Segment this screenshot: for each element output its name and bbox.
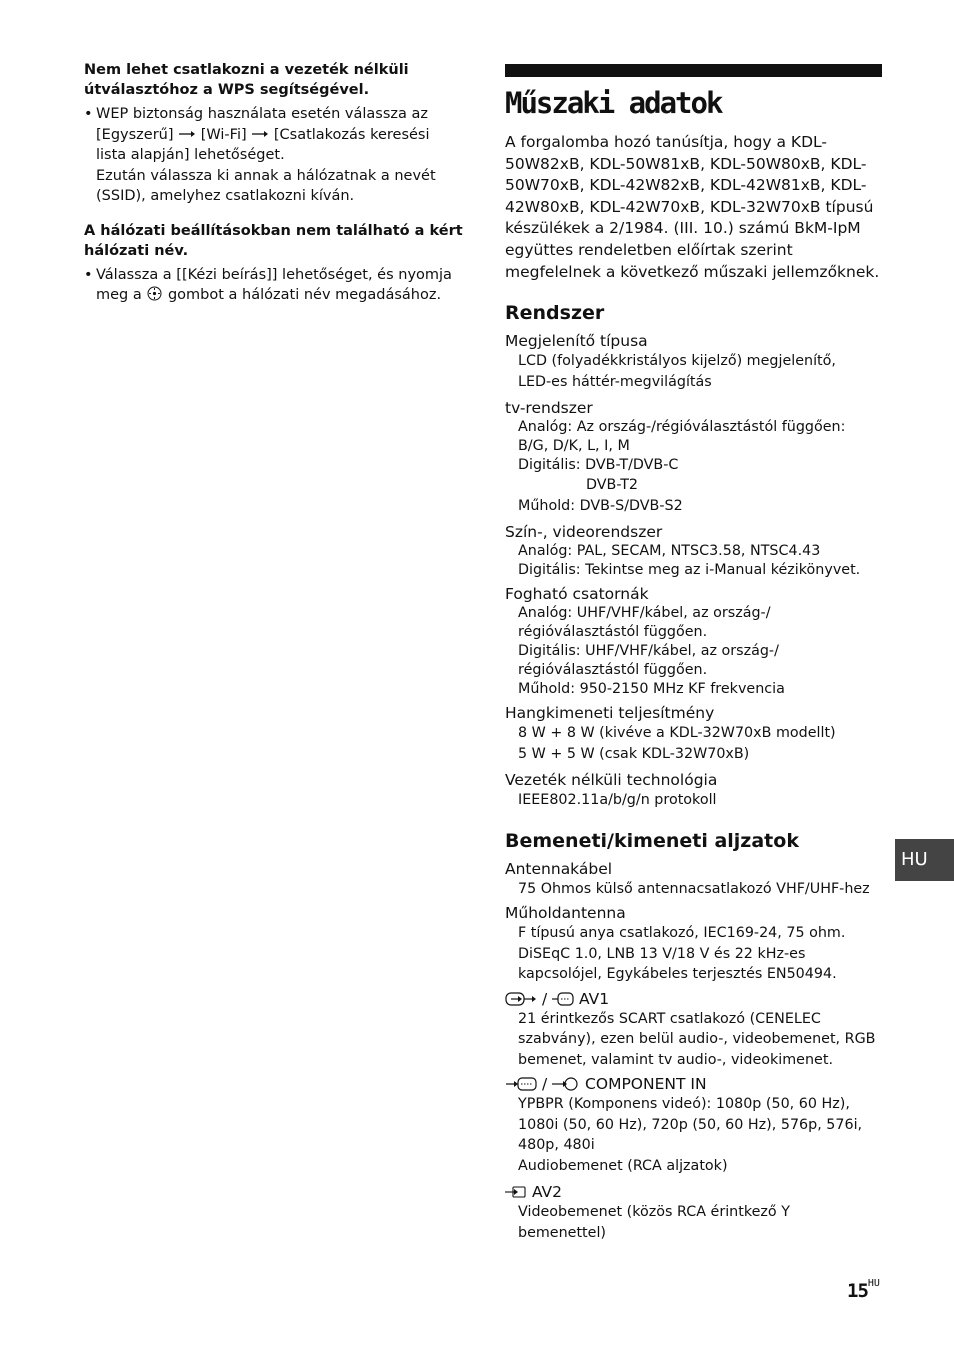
spec-value: LCD (folyadékkristályos kijelző) megjelenítő,	[518, 353, 836, 370]
spec-label: tv-rendszer	[505, 399, 593, 418]
bullet-dot: •	[84, 266, 93, 283]
av2-input-icon	[505, 1185, 527, 1199]
section-top-bar	[505, 64, 882, 77]
spec-value: Digitális: DVB-T/DVB-C	[518, 457, 679, 474]
page-number	[847, 1277, 880, 1302]
spec-value: IEEE802.11a/b/g/n protokoll	[518, 792, 717, 809]
spec-value: Audiobemenet (RCA aljzatok)	[518, 1157, 728, 1174]
spec-value: Műhold: 950-2150 MHz KF frekvencia	[518, 681, 785, 698]
bullet-wep-text-c: [Csatlakozás keresési lista alapján] lehetőséget.	[96, 126, 430, 163]
spec-value: 8 W + 8 W (kivéve a KDL-32W70xB modellt)	[518, 725, 836, 742]
av1-label: AV1	[579, 989, 610, 1008]
bullet-manual-entry	[84, 265, 464, 306]
page-number-value: 15	[847, 1280, 868, 1302]
spec-value: bemenet, valamint tv audio-, videokimenet.	[518, 1051, 833, 1068]
bullet-wep-text-a: WEP biztonság használata esetén válassza az [Egyszerű]	[96, 106, 428, 143]
spec-value: Digitális: Tekintse meg az i-Manual kézikönyvet.	[518, 562, 861, 579]
spec-label: Antennakábel	[505, 859, 613, 878]
spec-value: Műhold: DVB-S/DVB-S2	[518, 497, 683, 514]
spec-value: szabvány), ezen belül audio-, videobemenet, RGB	[518, 1031, 876, 1048]
enter-button-icon	[146, 286, 163, 301]
page-number-suffix: HU	[867, 1277, 880, 1289]
spec-value: 21 érintkezős SCART csatlakozó (CENELEC	[518, 1010, 821, 1027]
section-heading-io: Bemeneti/kimeneti aljzatok	[505, 829, 799, 852]
spec-value: bemenettel)	[518, 1224, 607, 1241]
spec-value: 5 W + 5 W (csak KDL-32W70xB)	[518, 745, 750, 762]
troubleshoot-heading-network-name: A hálózati beállításokban nem található a kért hálózati név.	[84, 222, 463, 259]
bullet-wep-text-d: Ezután válassza ki annak a hálózatnak a nevét (SSID), amelyhez csatlakozni kíván.	[96, 167, 436, 204]
spec-value: 480p, 480i	[518, 1137, 595, 1154]
spec-value: DiSEqC 1.0, LNB 13 V/18 V és 22 kHz-es	[518, 945, 806, 962]
spec-label-av1	[505, 989, 890, 1009]
bullet-dot: •	[84, 106, 93, 122]
component-separator: /	[541, 1075, 548, 1094]
spec-label: Fogható csatornák	[505, 585, 649, 604]
spec-label: Műholdantenna	[505, 904, 626, 923]
intro-paragraph: A forgalomba hozó tanúsítja, hogy a KDL-50W82xB, KDL-50W81xB, KDL-50W80xB, KDL-50W70xB, KDL-42W82xB, KDL-42W81xB, KDL-42W80xB, KDL-42W70xB, KDL-32W70xB típusú készülékek a 2/1984. (III. 10.) számú BkM-IpM együttes rendeletben előírtak szerint megfelelnek a következő műszaki jellemzőknek.	[505, 133, 880, 281]
video-input-icon	[552, 1076, 580, 1092]
spec-value: YPBPR (Komponens videó): 1080p (50, 60 Hz),	[518, 1096, 850, 1113]
arrow-right-icon	[178, 129, 196, 139]
bullet-wep-text-b: [Wi-Fi]	[200, 126, 247, 143]
scart-output-icon	[552, 991, 574, 1007]
component-input-icon	[505, 1076, 537, 1092]
spec-value: 1080i (50, 60 Hz), 720p (50, 60 Hz), 576p, 576i,	[518, 1116, 863, 1133]
component-label: COMPONENT IN	[585, 1075, 707, 1094]
page-title: Műszaki adatok	[505, 86, 722, 120]
spec-value: régióválasztástól függően.	[518, 624, 708, 641]
spec-value: DVB-T2	[586, 477, 639, 494]
spec-label: Szín-, videorendszer	[505, 523, 663, 542]
spec-value: 75 Ohmos külső antennacsatlakozó VHF/UHF-hez	[518, 880, 870, 897]
spec-value: Digitális: UHF/VHF/kábel, az ország-/	[518, 643, 779, 660]
scart-input-icon	[505, 991, 537, 1007]
spec-value: LED-es háttér-megvilágítás	[518, 373, 712, 390]
spec-value: Analóg: PAL, SECAM, NTSC3.58, NTSC4.43	[518, 543, 821, 560]
av2-label: AV2	[531, 1183, 563, 1202]
troubleshoot-heading-wps: Nem lehet csatlakozni a vezeték nélküli útválasztóhoz a WPS segítségével.	[84, 62, 409, 98]
spec-value: kapcsolójel, Egykábeles terjesztés EN50494.	[518, 966, 837, 983]
spec-value: F típusú anya csatlakozó, IEC169-24, 75 ohm.	[518, 925, 846, 942]
spec-label-component	[505, 1074, 890, 1094]
bullet-manual-text-a: Válassza a [[Kézi beírás]] lehetőséget, és nyomja meg a	[96, 266, 452, 303]
spec-value: Videobemenet (közös RCA érintkező Y	[518, 1204, 790, 1221]
spec-label: Megjelenítő típusa	[505, 332, 648, 351]
bullet-wep	[84, 104, 464, 207]
spec-label-av2	[505, 1182, 890, 1202]
spec-value: Analóg: Az ország-/régióválasztástól függően:	[518, 419, 846, 436]
left-column	[84, 60, 464, 306]
language-tab: HU	[895, 839, 954, 881]
av1-separator: /	[541, 989, 548, 1008]
section-heading-rendszer: Rendszer	[505, 302, 605, 325]
bullet-manual-text-b: gombot a hálózati név megadásához.	[167, 287, 442, 303]
spec-value: régióválasztástól függően.	[518, 662, 708, 679]
spec-label: Hangkimeneti teljesítmény	[505, 704, 715, 723]
spec-value: B/G, D/K, L, I, M	[518, 438, 630, 455]
spec-value: Analóg: UHF/VHF/kábel, az ország-/	[518, 605, 771, 622]
spec-label: Vezeték nélküli technológia	[505, 771, 718, 790]
right-column	[505, 64, 890, 1243]
arrow-right-icon	[251, 129, 269, 139]
